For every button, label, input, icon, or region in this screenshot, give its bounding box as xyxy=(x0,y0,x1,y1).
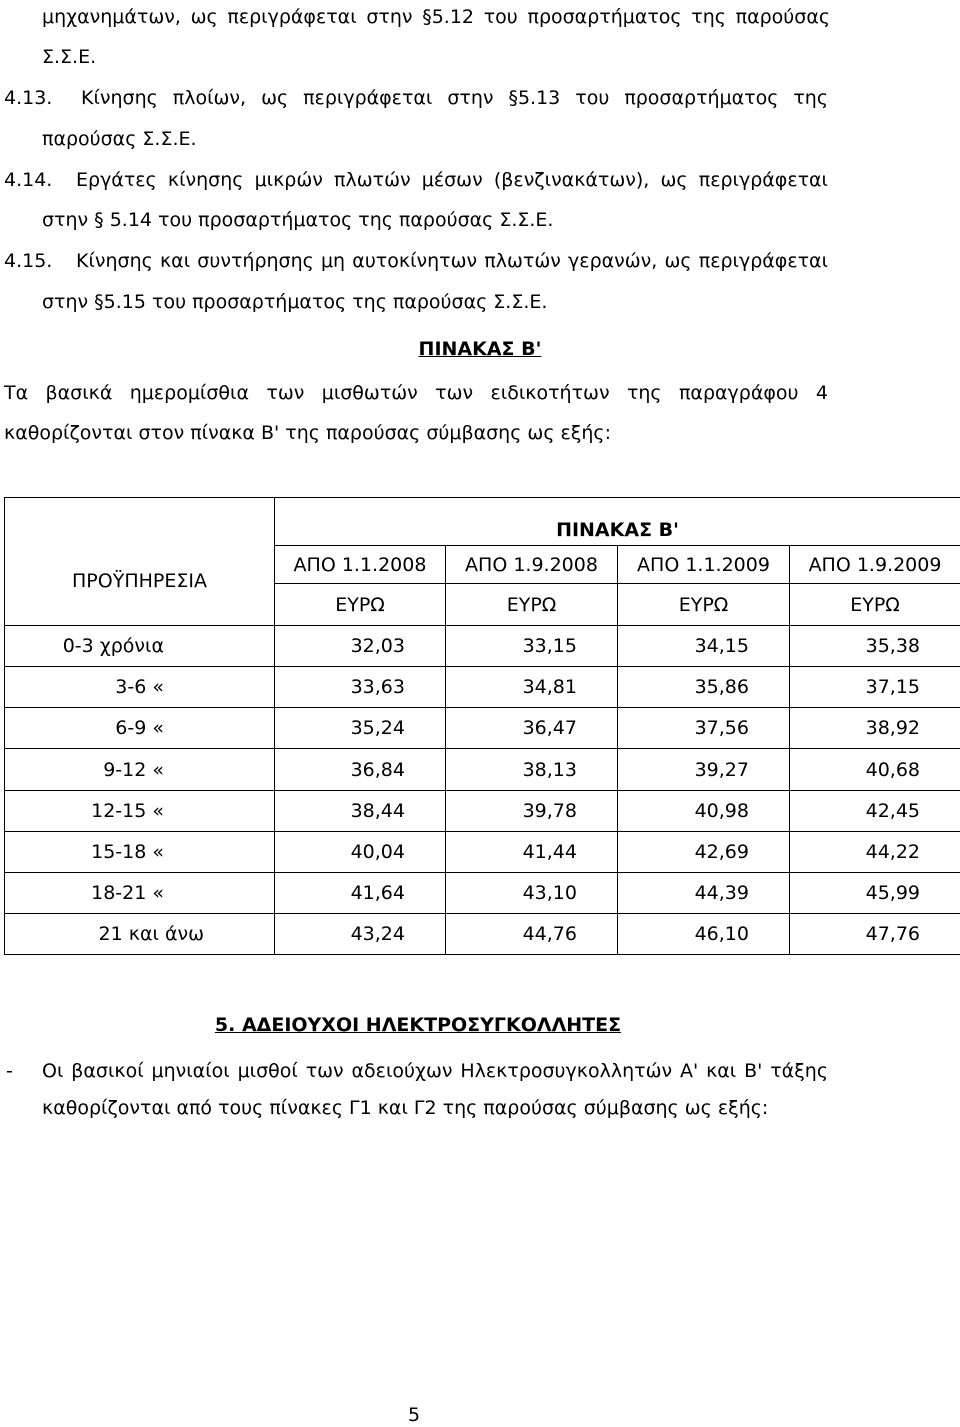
section-5-line-2: καθορίζονται από τους πίνακες Γ1 και Γ2 της παρούσας σύμβασης ως εξής: xyxy=(42,1097,769,1119)
seniority-label: 15-18 « xyxy=(5,831,275,872)
item-415-line-1: Κίνησης και συντήρησης μη αυτοκίνητων πλωτών γερανών, ως περιγράφεται xyxy=(76,250,828,272)
wage-cell: 43,10 xyxy=(446,872,618,913)
seniority-label: 3-6 « xyxy=(5,667,275,708)
seniority-label: 0-3 χρόνια xyxy=(5,626,275,667)
wage-cell: 44,76 xyxy=(446,913,618,954)
wage-cell: 40,98 xyxy=(618,790,790,831)
wage-cell: 37,56 xyxy=(618,708,790,749)
seniority-label: 6-9 « xyxy=(5,708,275,749)
period-header: ΑΠΟ 1.9.2009 xyxy=(790,546,960,584)
table-row xyxy=(5,667,960,708)
item-414-number: 4.14. xyxy=(4,169,53,191)
currency-header: ΕΥΡΩ xyxy=(790,584,960,626)
table-b-intro-line-1: Τα βασικά ημερομίσθια των μισθωτών των ειδικοτήτων της παραγράφου 4 xyxy=(4,382,828,404)
period-header: ΑΠΟ 1.9.2008 xyxy=(446,546,618,584)
period-header: ΑΠΟ 1.1.2009 xyxy=(618,546,790,584)
item-413-line-2: παρούσας Σ.Σ.Ε. xyxy=(42,128,197,150)
item-413-number: 4.13. xyxy=(4,87,53,109)
wage-cell: 33,15 xyxy=(446,626,618,667)
table-row xyxy=(5,749,960,790)
wage-cell: 34,81 xyxy=(446,667,618,708)
wage-cell: 36,84 xyxy=(275,749,446,790)
wage-cell: 38,92 xyxy=(790,708,960,749)
table-b-intro-line-2: καθορίζονται στον πίνακα Β' της παρούσας σύμβασης ως εξής: xyxy=(4,422,611,444)
intro-line-2: Σ.Σ.Ε. xyxy=(42,46,97,68)
table-row xyxy=(5,790,960,831)
page-number: 5 xyxy=(407,1404,421,1426)
wage-cell: 38,13 xyxy=(446,749,618,790)
wage-cell: 40,68 xyxy=(790,749,960,790)
wage-cell: 41,64 xyxy=(275,872,446,913)
intro-line-1: μηχανημάτων, ως περιγράφεται στην §5.12 του προσαρτήματος της παρούσας xyxy=(42,6,830,28)
wage-cell: 39,78 xyxy=(446,790,618,831)
wage-cell: 34,15 xyxy=(618,626,790,667)
wage-cell: 42,69 xyxy=(618,831,790,872)
seniority-label: 21 και άνω xyxy=(5,913,275,954)
table-corner-cell xyxy=(5,498,275,546)
table-row xyxy=(5,708,960,749)
wage-cell: 39,27 xyxy=(618,749,790,790)
item-413-line-1: Κίνησης πλοίων, ως περιγράφεται στην §5.13 του προσαρτήματος της xyxy=(81,87,828,109)
wage-cell: 47,76 xyxy=(790,913,960,954)
wage-cell: 44,22 xyxy=(790,831,960,872)
currency-header: ΕΥΡΩ xyxy=(618,584,790,626)
seniority-label: 12-15 « xyxy=(5,790,275,831)
wage-cell: 35,24 xyxy=(275,708,446,749)
table-row xyxy=(5,913,960,954)
wage-cell: 32,03 xyxy=(275,626,446,667)
currency-header: ΕΥΡΩ xyxy=(446,584,618,626)
period-header: ΑΠΟ 1.1.2008 xyxy=(275,546,446,584)
table-b-heading: ΠΙΝΑΚΑΣ Β' xyxy=(418,338,542,360)
wage-cell: 41,44 xyxy=(446,831,618,872)
table-row xyxy=(5,831,960,872)
item-415-line-2: στην §5.15 του προσαρτήματος της παρούσας Σ.Σ.Ε. xyxy=(42,291,548,313)
wage-cell: 44,39 xyxy=(618,872,790,913)
wage-cell: 46,10 xyxy=(618,913,790,954)
row-header-seniority: ΠΡΟΫΠΗΡΕΣΙΑ xyxy=(5,546,275,626)
wage-cell: 35,86 xyxy=(618,667,790,708)
wage-cell: 43,24 xyxy=(275,913,446,954)
table-row xyxy=(5,626,960,667)
table-caption: ΠΙΝΑΚΑΣ Β' xyxy=(275,498,960,546)
table-row xyxy=(5,872,960,913)
seniority-label: 9-12 « xyxy=(5,749,275,790)
wage-cell: 40,04 xyxy=(275,831,446,872)
item-414-line-1: Εργάτες κίνησης μικρών πλωτών μέσων (βενζινακάτων), ως περιγράφεται xyxy=(76,169,828,191)
section-5-heading: 5. ΑΔΕΙΟΥΧΟΙ ΗΛΕΚΤΡΟΣΥΓΚΟΛΛΗΤΕΣ xyxy=(214,1014,622,1036)
seniority-label: 18-21 « xyxy=(5,872,275,913)
wage-cell: 38,44 xyxy=(275,790,446,831)
wage-cell: 37,15 xyxy=(790,667,960,708)
wage-cell: 45,99 xyxy=(790,872,960,913)
wage-cell: 35,38 xyxy=(790,626,960,667)
item-414-line-2: στην § 5.14 του προσαρτήματος της παρούσας Σ.Σ.Ε. xyxy=(42,209,554,231)
bullet-dash: - xyxy=(6,1060,13,1082)
section-5-line-1: Οι βασικοί μηνιαίοι μισθοί των αδειούχων Ηλεκτροσυγκολλητών Α' και Β' τάξης xyxy=(42,1060,828,1082)
item-415-number: 4.15. xyxy=(4,250,53,272)
wage-cell: 42,45 xyxy=(790,790,960,831)
salary-table xyxy=(4,497,960,955)
wage-cell: 33,63 xyxy=(275,667,446,708)
wage-cell: 36,47 xyxy=(446,708,618,749)
currency-header: ΕΥΡΩ xyxy=(275,584,446,626)
